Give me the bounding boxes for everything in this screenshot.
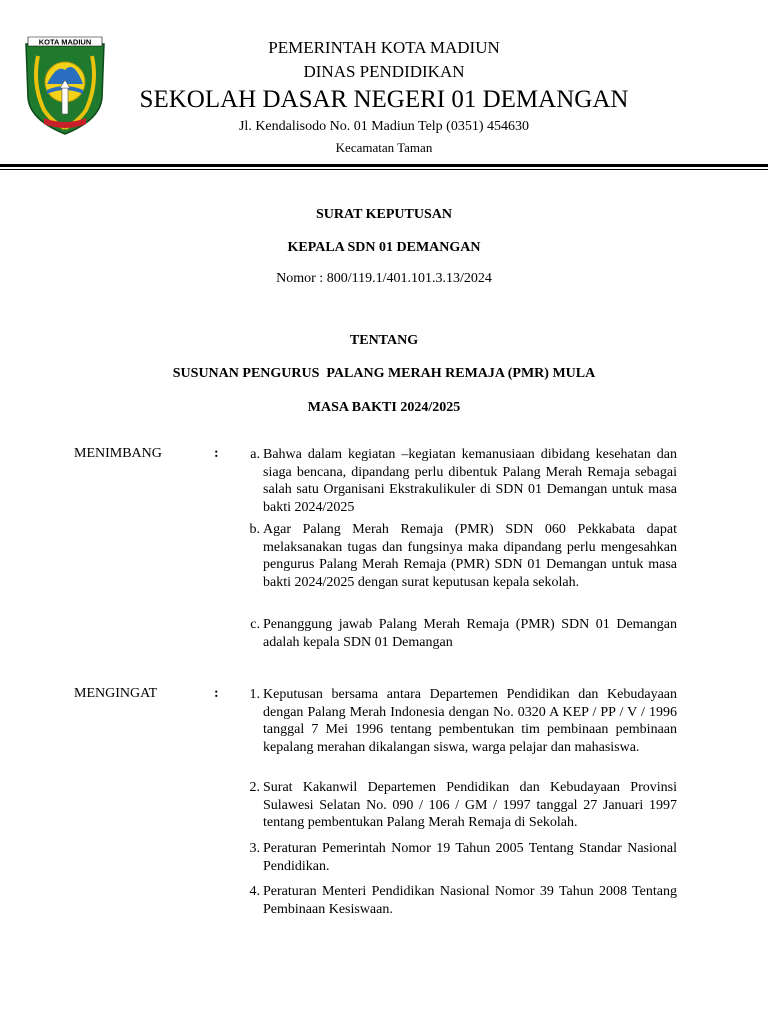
item-marker: 4. — [249, 884, 260, 899]
mengingat-item-3 — [234, 840, 677, 875]
item-marker: 1. — [249, 687, 260, 702]
document-subject: SUSUNAN PENGURUS PALANG MERAH REMAJA (PMR) MULA — [172, 366, 596, 381]
item-text: Penanggung jawab Palang Merah Remaja (PMR) SDN 01 Demangan adalah kepala SDN 01 Demangan — [263, 617, 677, 650]
crest-banner-text: KOTA MADIUN — [38, 37, 92, 47]
item-text: Peraturan Menteri Pendidikan Nasional Nomor 39 Tahun 2008 Tentang Pembinaan Kesiswaan. — [263, 884, 677, 917]
header-agency: DINAS PENDIDIKAN — [303, 62, 465, 81]
header-address: Jl. Kendalisodo No. 01 Madiun Telp (0351) 454630 — [238, 119, 529, 134]
mengingat-label: MENGINGAT — [74, 686, 158, 701]
item-marker: 3. — [249, 841, 260, 856]
mengingat-item-2 — [234, 779, 677, 832]
document-about: TENTANG — [349, 333, 419, 348]
item-marker: b. — [249, 522, 260, 537]
header-district: Kecamatan Taman — [335, 140, 433, 155]
letterhead-rule-thin — [0, 169, 768, 170]
mengingat-item-4 — [234, 883, 677, 918]
letterhead-rule-thick — [0, 164, 768, 167]
mengingat-item-1 — [234, 686, 677, 756]
item-text: Agar Palang Merah Remaja (PMR) SDN 060 Pekkabata dapat melaksanakan tugas dan fungsinya maka dipandang perlu mengesahkan pengurus Palang Merah Remaja (PMR) SDN 01 Demangan untuk masa bakti 2024/2025 dengan surat keputusan kepala sekolah. — [263, 522, 677, 590]
document-issuer: KEPALA SDN 01 DEMANGAN — [287, 240, 481, 255]
menimbang-item-a — [234, 446, 677, 516]
document-period: MASA BAKTI 2024/2025 — [307, 400, 461, 415]
header-school-name: SEKOLAH DASAR NEGERI 01 DEMANGAN — [139, 86, 629, 113]
menimbang-item-b — [234, 521, 677, 591]
menimbang-item-c — [234, 616, 677, 651]
item-marker: a. — [250, 447, 260, 462]
menimbang-label: MENIMBANG — [74, 446, 162, 461]
document-type: SURAT KEPUTUSAN — [315, 207, 452, 222]
item-text: Keputusan bersama antara Departemen Pendidikan dan Kebudayaan dengan Palang Merah Indonesia dengan No. 0320 A KEP / PP / V / 1996 tanggal 7 Mei 1996 tentang pembentukan tim pembinaan pembinaan kepalang merahan dikalangan siswa, warga pelajar dan mahasiswa. — [263, 687, 677, 755]
mengingat-colon: : — [214, 686, 219, 701]
item-marker: 2. — [249, 780, 260, 795]
menimbang-colon: : — [214, 446, 219, 461]
header-government: PEMERINTAH KOTA MADIUN — [268, 38, 500, 57]
item-text: Bahwa dalam kegiatan –kegiatan kemanusiaan dibidang kesehatan dan siaga bencana, dipandang perlu dibentuk Palang Merah Remaja sebagai salah satu Organisani Ekstrakulikuler di SDN 01 Demangan untuk masa bakti 2024/2025 — [263, 447, 677, 515]
item-text: Surat Kakanwil Departemen Pendidikan dan Kebudayaan Provinsi Sulawesi Selatan No. 090 / 106 / GM / 1997 tanggal 27 Januari 1997 tentang pembentukan Palang Merah Remaja di Sekolah. — [263, 780, 677, 830]
item-text: Peraturan Pemerintah Nomor 19 Tahun 2005 Tentang Standar Nasional Pendidikan. — [263, 841, 677, 874]
item-marker: c. — [250, 617, 260, 632]
document-number: Nomor : 800/119.1/401.101.3.13/2024 — [276, 271, 492, 286]
